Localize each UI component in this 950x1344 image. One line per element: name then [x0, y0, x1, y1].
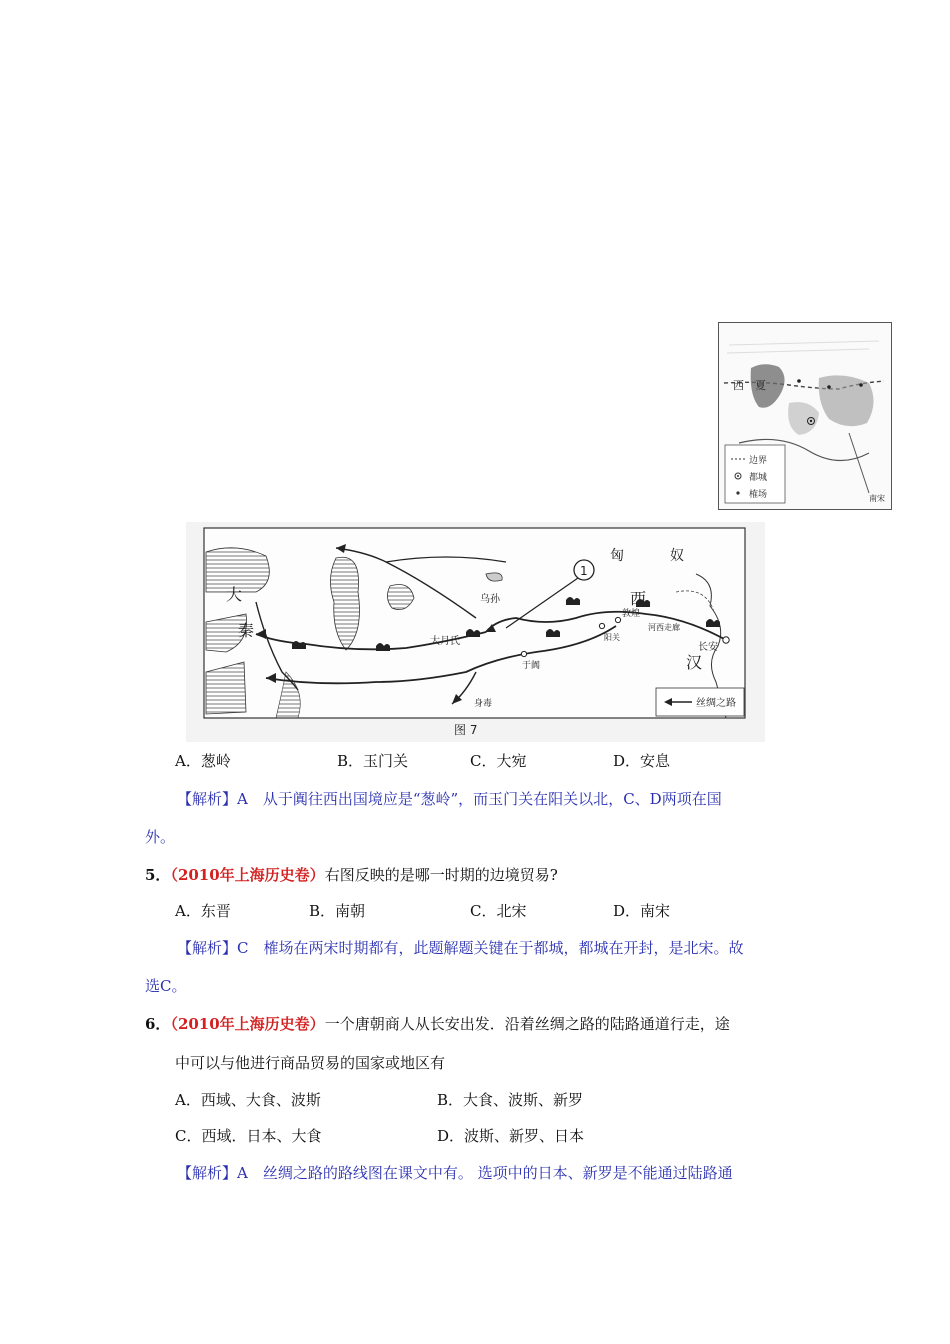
label-xi: 西: [733, 379, 744, 392]
q5-option-b: B．南朝: [309, 902, 366, 920]
analysis-tag: 【解析】: [177, 1164, 238, 1182]
label-qin: 秦: [238, 621, 255, 640]
q4-option-c: C．大宛: [470, 752, 527, 770]
analysis-text: C 榷场在两宋时期都有，此题解题关键在于都城，都城在开封，是北宋。故: [237, 939, 744, 957]
q6-number: 6．: [145, 1015, 171, 1033]
legend-border: 边界: [749, 456, 768, 466]
q6-source: （2010年上海历史卷）: [170, 1015, 325, 1033]
q5-analysis-cont: 选C。: [145, 977, 187, 995]
label-da: 大: [226, 585, 243, 604]
analysis-text: A 丝绸之路的路线图在课文中有。 选项中的日本、新罗是不能通过陆路通: [237, 1164, 733, 1182]
q5-stem: [145, 864, 558, 885]
analysis-text: A 从于阗往西出国境应是“葱岭”，而玉门关在阳关以北，C、D两项在国: [237, 790, 722, 808]
q6-option-b: B．大食、波斯、新罗: [437, 1091, 584, 1109]
q6-option-c: C．西域．日本、大食: [175, 1127, 322, 1145]
analysis-tag: 【解析】: [177, 939, 238, 957]
q4-option-a: A．葱岭: [175, 752, 231, 770]
q6-option-a: A．西域、大食、波斯: [175, 1091, 321, 1109]
legend-capital: 都城: [749, 473, 768, 483]
q5-analysis: [177, 937, 744, 958]
label-xia: 夏: [755, 379, 766, 392]
figure-caption: 图 7: [454, 723, 478, 737]
legend-silk-road: 丝绸之路: [696, 698, 736, 709]
border-trade-map: [718, 322, 892, 510]
label-dunhuang: 敦煌: [622, 609, 641, 619]
q4-option-d: D．安息: [613, 752, 671, 770]
label-shendu: 身毒: [474, 699, 493, 709]
q4-analysis: [177, 788, 722, 809]
label-han: 汉: [686, 653, 703, 672]
label-corner: 南宋: [869, 494, 885, 503]
legend-market: 榷场: [749, 490, 768, 500]
q5-option-a: A．东晋: [175, 902, 231, 920]
q6-question-cont: 中可以与他进行商品贸易的国家或地区有: [175, 1054, 446, 1072]
label-xi: 西: [630, 589, 647, 608]
q5-question: 右图反映的是哪一时期的边境贸易?: [324, 866, 558, 884]
q5-option-c: C．北宋: [470, 902, 527, 920]
label-changan: 长安: [698, 642, 718, 653]
q5-source: （2010年上海历史卷）: [170, 866, 325, 884]
q6-stem: [145, 1013, 730, 1034]
label-yutian: 于阗: [522, 661, 541, 671]
label-yangguan: 阳关: [604, 633, 620, 642]
label-xiongnu-1: 匈: [610, 548, 624, 564]
label-hexi: 河西走廊: [648, 623, 680, 632]
label-dayuezhi: 大月氏: [430, 636, 460, 647]
q5-option-d: D．南宋: [613, 902, 671, 920]
q6-analysis: [177, 1162, 733, 1183]
silk-road-map: [186, 522, 765, 742]
label-xiongnu-2: 奴: [670, 548, 684, 564]
q6-option-d: D．波斯、新罗、日本: [437, 1127, 585, 1145]
q4-option-b: B．玉门关: [337, 752, 409, 770]
q4-analysis-cont: 外。: [145, 828, 176, 846]
q6-question: 一个唐朝商人从长安出发．沿着丝绸之路的陆路通道行走，途: [324, 1015, 730, 1033]
q5-number: 5．: [145, 866, 171, 884]
label-wusun: 乌孙: [480, 594, 500, 605]
analysis-tag: 【解析】: [177, 790, 238, 808]
marker-1-label: 1: [580, 564, 588, 578]
